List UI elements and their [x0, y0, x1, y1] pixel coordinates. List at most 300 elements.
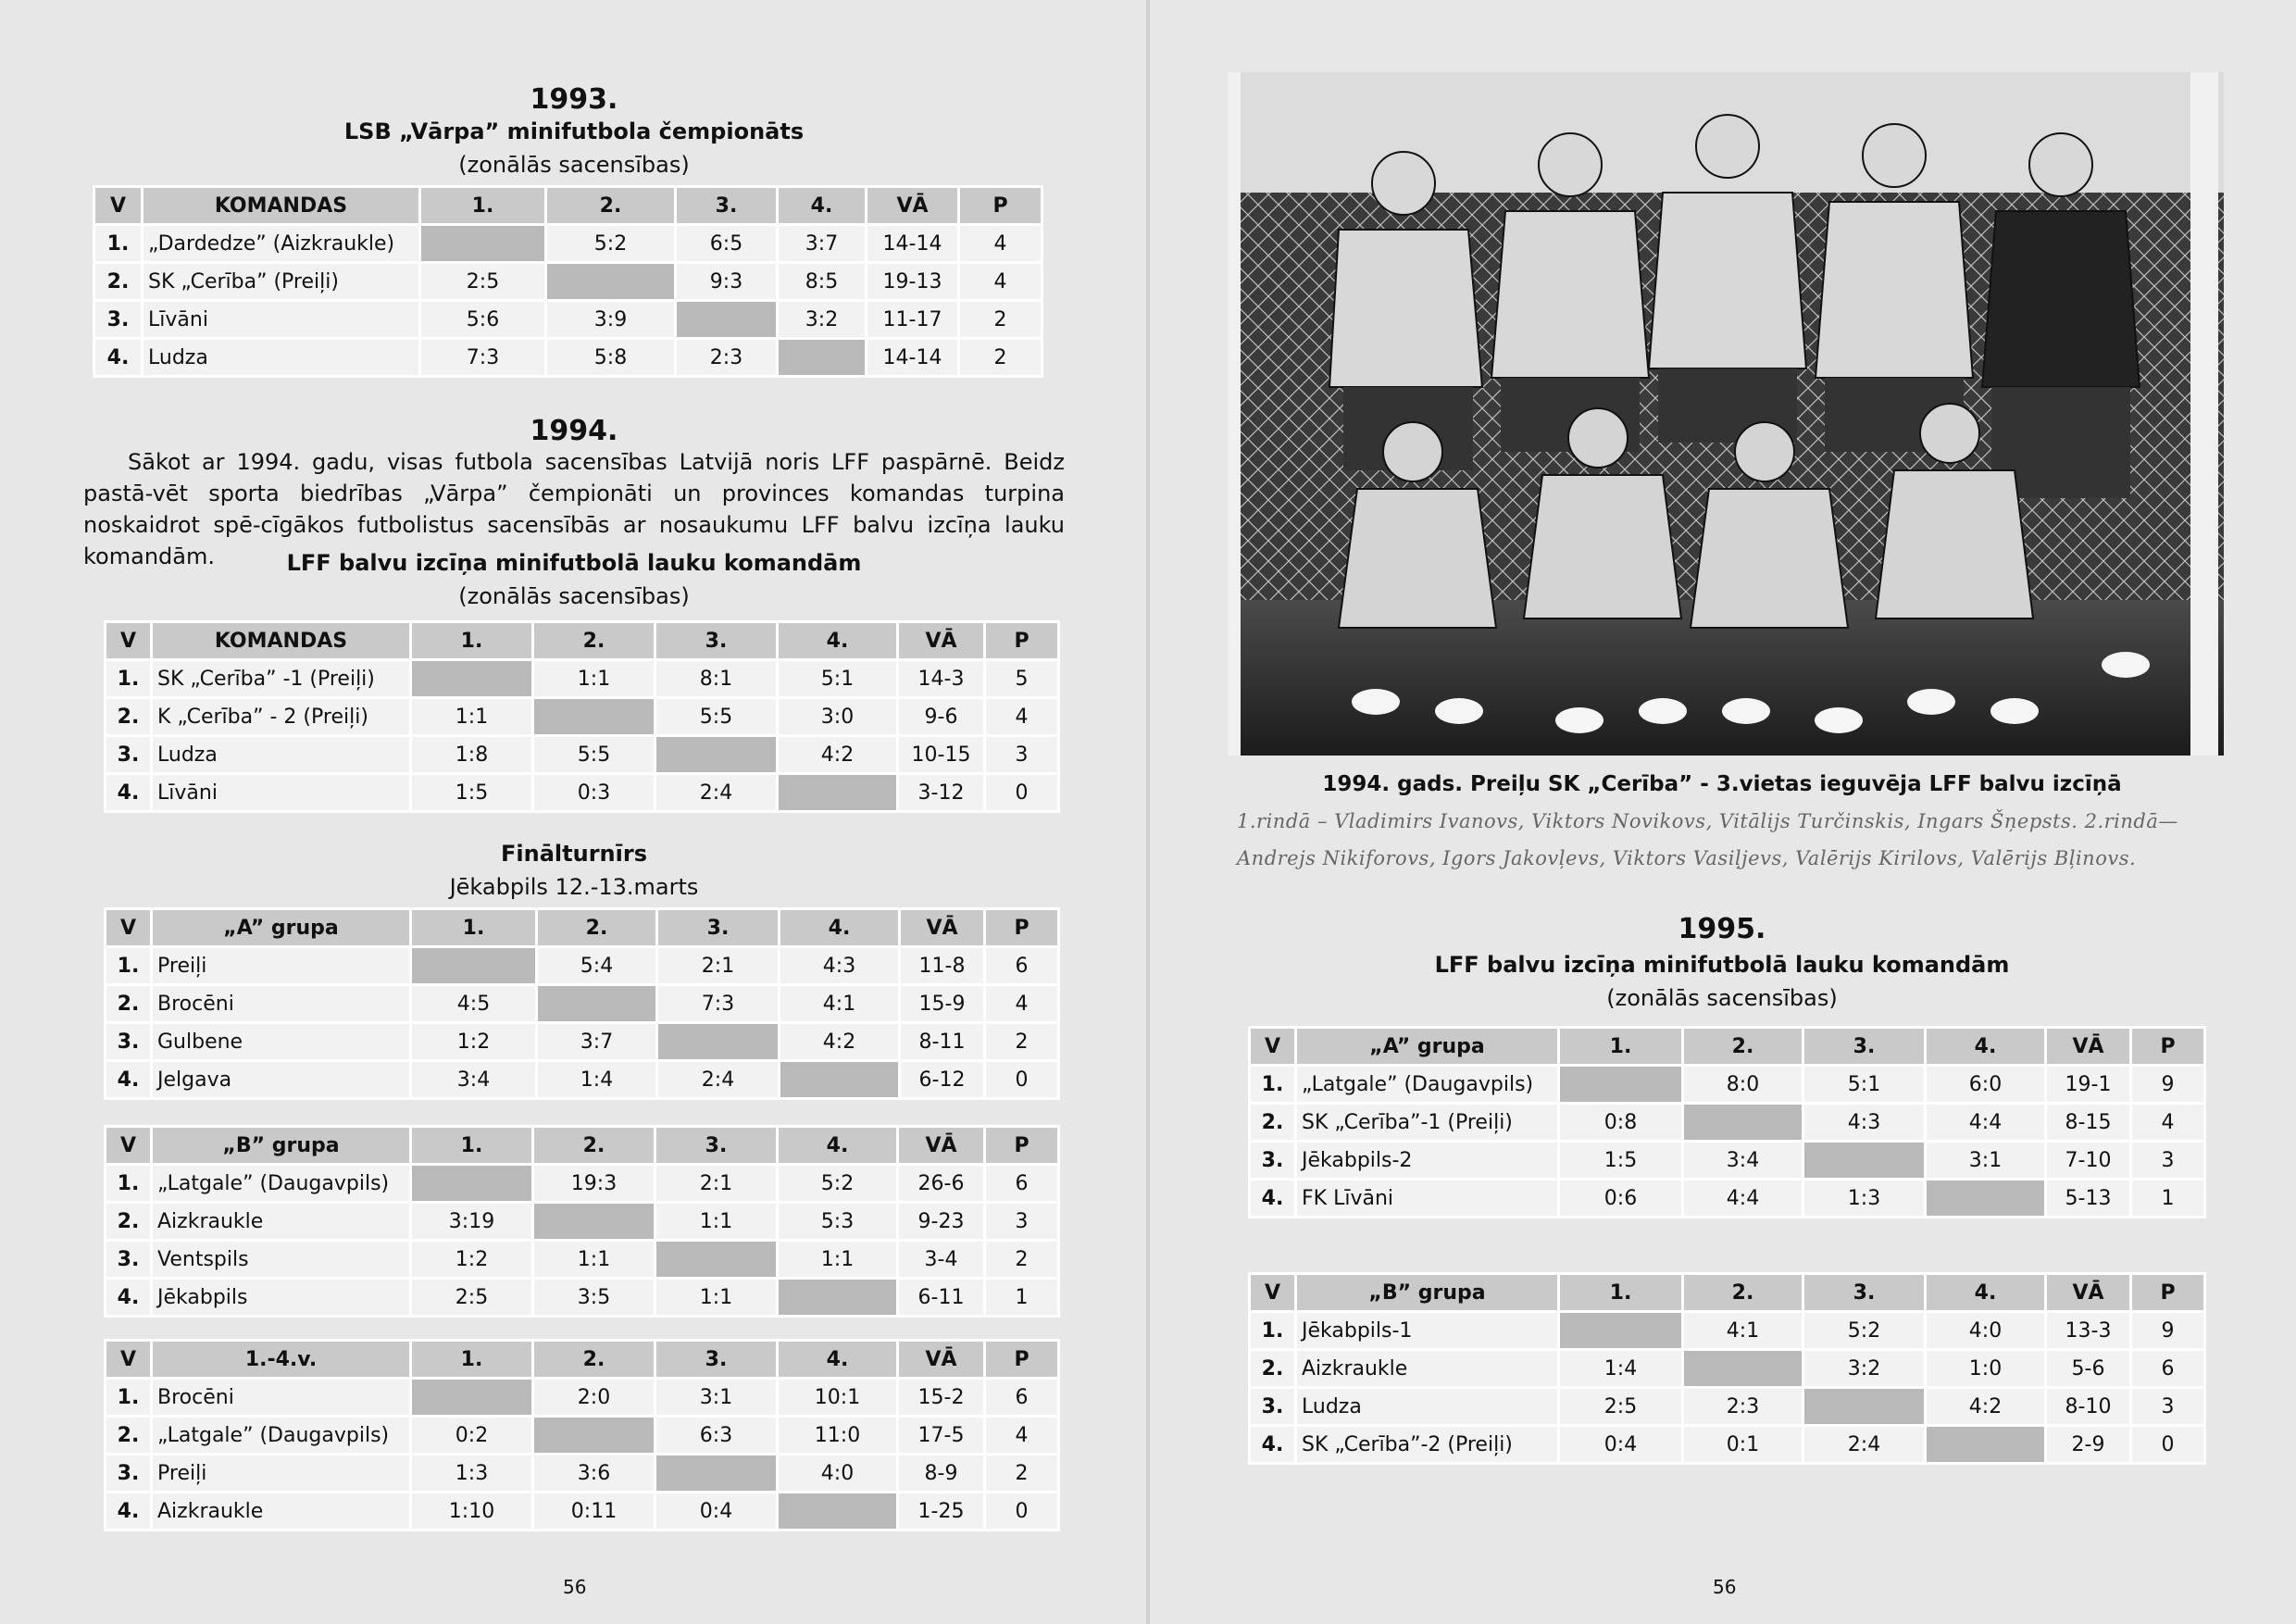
match-score-cell: 8:5 — [778, 263, 867, 301]
match-score-cell: 4:4 — [1683, 1180, 1803, 1218]
match-score-cell — [411, 1165, 533, 1203]
group-a-table-1995 — [1248, 1026, 2206, 1218]
position-cell: 3. — [106, 1023, 152, 1061]
position-cell: 1. — [106, 1379, 152, 1417]
group-b-table-1994 — [104, 1125, 1060, 1318]
match-score-cell — [1926, 1180, 2046, 1218]
goal-difference-cell: 14-3 — [898, 660, 985, 698]
match-score-cell — [1803, 1142, 1926, 1180]
points-cell: 4 — [985, 1417, 1059, 1455]
year-1993-heading: 1993. — [530, 83, 618, 116]
column-header: 3. — [676, 187, 778, 225]
table-row — [1250, 1388, 2205, 1426]
goal-difference-cell: 26-6 — [898, 1165, 985, 1203]
match-score-cell — [411, 1379, 533, 1417]
position-cell: 3. — [94, 301, 143, 339]
match-score-cell: 0:4 — [655, 1493, 778, 1530]
match-score-cell: 4:3 — [780, 947, 900, 985]
subtitle-1994: (zonālās sacensības) — [458, 583, 690, 609]
match-score-cell: 3:1 — [655, 1379, 778, 1417]
points-cell: 2 — [959, 339, 1042, 377]
team-name-cell: Ludza — [1296, 1388, 1559, 1426]
match-score-cell: 4:4 — [1926, 1104, 2046, 1142]
match-score-cell: 1:2 — [411, 1241, 533, 1279]
match-score-cell: 5:3 — [778, 1203, 898, 1241]
table-row — [94, 301, 1042, 339]
table-header-row — [1250, 1274, 2205, 1312]
match-score-cell — [533, 1417, 655, 1455]
match-score-cell — [411, 947, 537, 985]
column-header: 4. — [778, 622, 898, 660]
match-score-cell: 1:1 — [655, 1279, 778, 1317]
column-header: 3. — [655, 1341, 778, 1379]
team-name-cell: Jelgava — [152, 1061, 411, 1099]
team-name-cell: Aizkraukle — [1296, 1350, 1559, 1388]
match-score-cell: 1:5 — [411, 774, 533, 812]
final-tournament-subtitle: Jēkabpils 12.-13.marts — [449, 874, 699, 900]
match-score-cell — [655, 1241, 778, 1279]
match-score-cell: 2:5 — [411, 1279, 533, 1317]
match-score-cell: 1:8 — [411, 736, 533, 774]
group-a-table-1994 — [104, 907, 1060, 1100]
match-score-cell — [537, 985, 657, 1023]
column-header: 1.-4.v. — [152, 1341, 411, 1379]
match-score-cell: 3:2 — [1803, 1350, 1926, 1388]
column-header: V — [94, 187, 143, 225]
match-score-cell: 3:1 — [1926, 1142, 2046, 1180]
position-cell: 3. — [1250, 1142, 1296, 1180]
table-row — [106, 1241, 1059, 1279]
goal-difference-cell: 7-10 — [2046, 1142, 2131, 1180]
match-score-cell: 5:2 — [546, 225, 676, 263]
column-header: VĀ — [2046, 1274, 2131, 1312]
match-score-cell — [778, 774, 898, 812]
table-row — [106, 736, 1059, 774]
match-score-cell — [676, 301, 778, 339]
column-header: 4. — [778, 1341, 898, 1379]
column-header: „A” grupa — [1296, 1028, 1559, 1066]
table-header-row — [106, 1341, 1059, 1379]
match-score-cell: 2:5 — [1559, 1388, 1683, 1426]
column-header: 4. — [778, 1127, 898, 1165]
match-score-cell: 4:2 — [780, 1023, 900, 1061]
goal-difference-cell: 9-6 — [898, 698, 985, 736]
photo-caption-line-2: Andrejs Nikiforovs, Igors Jakovļevs, Viktors Vasiļjevs, Valērijs Kirilovs, Valērijs Bļinovs. — [1237, 847, 2137, 869]
match-score-cell: 5:1 — [1803, 1066, 1926, 1104]
match-score-cell: 3:6 — [533, 1455, 655, 1493]
match-score-cell — [1683, 1350, 1803, 1388]
table-row — [106, 1165, 1059, 1203]
page-gutter — [1146, 0, 1150, 1624]
points-cell: 4 — [985, 985, 1059, 1023]
team-name-cell: Gulbene — [152, 1023, 411, 1061]
subtitle-1995: (zonālās sacensības) — [1606, 985, 1838, 1011]
team-name-cell: „Latgale” (Daugavpils) — [152, 1417, 411, 1455]
points-cell: 2 — [985, 1023, 1059, 1061]
position-cell: 4. — [106, 1061, 152, 1099]
points-cell: 2 — [959, 301, 1042, 339]
column-header: 4. — [780, 909, 900, 947]
position-cell: 2. — [106, 1417, 152, 1455]
match-score-cell: 9:3 — [676, 263, 778, 301]
team-name-cell: „Dardedze” (Aizkraukle) — [143, 225, 420, 263]
match-score-cell — [420, 225, 546, 263]
column-header: 4. — [778, 187, 867, 225]
match-score-cell: 2:4 — [655, 774, 778, 812]
match-score-cell: 8:0 — [1683, 1066, 1803, 1104]
points-cell: 5 — [985, 660, 1059, 698]
team-name-cell: SK „Cerība” -1 (Preiļi) — [152, 660, 411, 698]
position-cell: 2. — [106, 698, 152, 736]
match-score-cell: 2:4 — [1803, 1426, 1926, 1464]
column-header: VĀ — [898, 1341, 985, 1379]
match-score-cell: 0:4 — [1559, 1426, 1683, 1464]
column-header: 2. — [533, 1341, 655, 1379]
team-name-cell: Preiļi — [152, 947, 411, 985]
match-score-cell — [1803, 1388, 1926, 1426]
column-header: KOMANDAS — [143, 187, 420, 225]
position-cell: 2. — [1250, 1350, 1296, 1388]
position-cell: 1. — [1250, 1312, 1296, 1350]
table-row — [1250, 1104, 2205, 1142]
goal-difference-cell: 8-10 — [2046, 1388, 2131, 1426]
points-cell: 1 — [2131, 1180, 2205, 1218]
match-score-cell: 5:5 — [655, 698, 778, 736]
goal-difference-cell: 14-14 — [867, 339, 959, 377]
match-score-cell: 4:3 — [1803, 1104, 1926, 1142]
match-score-cell — [533, 1203, 655, 1241]
column-header: VĀ — [2046, 1028, 2131, 1066]
column-header: V — [1250, 1028, 1296, 1066]
match-score-cell: 3:9 — [546, 301, 676, 339]
table-row — [1250, 1066, 2205, 1104]
photo-caption-title: 1994. gads. Preiļu SK „Cerība” - 3.vietas ieguvēja LFF balvu izcīņā — [1322, 772, 2122, 796]
team-name-cell: SK „Cerība” (Preiļi) — [143, 263, 420, 301]
match-score-cell: 4:0 — [1926, 1312, 2046, 1350]
column-header: 1. — [1559, 1028, 1683, 1066]
points-cell: 2 — [985, 1455, 1059, 1493]
points-cell: 4 — [959, 263, 1042, 301]
team-name-cell: K „Cerība” - 2 (Preiļi) — [152, 698, 411, 736]
table-row — [1250, 1142, 2205, 1180]
table-row — [106, 660, 1059, 698]
team-name-cell: Aizkraukle — [152, 1203, 411, 1241]
goal-difference-cell: 15-9 — [900, 985, 985, 1023]
column-header: 1. — [411, 622, 533, 660]
position-cell: 2. — [94, 263, 143, 301]
points-cell: 4 — [959, 225, 1042, 263]
match-score-cell — [546, 263, 676, 301]
column-header: P — [2131, 1274, 2205, 1312]
match-score-cell: 1:3 — [411, 1455, 533, 1493]
goal-difference-cell: 6-11 — [898, 1279, 985, 1317]
points-cell: 3 — [2131, 1142, 2205, 1180]
column-header: 2. — [533, 622, 655, 660]
column-header: P — [985, 622, 1059, 660]
results-table-1994 — [104, 620, 1060, 813]
match-score-cell: 3:0 — [778, 698, 898, 736]
goal-difference-cell: 2-9 — [2046, 1426, 2131, 1464]
match-score-cell: 1:4 — [537, 1061, 657, 1099]
match-score-cell: 3:7 — [537, 1023, 657, 1061]
table-row — [94, 263, 1042, 301]
position-cell: 3. — [106, 1241, 152, 1279]
column-header: 1. — [420, 187, 546, 225]
team-name-cell: Ludza — [143, 339, 420, 377]
position-cell: 4. — [106, 774, 152, 812]
points-cell: 6 — [2131, 1350, 2205, 1388]
group-b-table-1995 — [1248, 1272, 2206, 1465]
table-row — [106, 1379, 1059, 1417]
match-score-cell: 4:2 — [778, 736, 898, 774]
column-header: VĀ — [898, 1127, 985, 1165]
position-cell: 4. — [1250, 1180, 1296, 1218]
goal-difference-cell: 1-25 — [898, 1493, 985, 1530]
points-cell: 1 — [985, 1279, 1059, 1317]
table-row — [106, 1455, 1059, 1493]
match-score-cell — [1559, 1066, 1683, 1104]
column-header: V — [106, 909, 152, 947]
match-score-cell: 0:1 — [1683, 1426, 1803, 1464]
match-score-cell: 2:3 — [1683, 1388, 1803, 1426]
final-placings-table-1994 — [104, 1339, 1060, 1531]
position-cell: 4. — [1250, 1426, 1296, 1464]
match-score-cell: 5:5 — [533, 736, 655, 774]
team-name-cell: SK „Cerība”-2 (Preiļi) — [1296, 1426, 1559, 1464]
column-header: V — [106, 622, 152, 660]
team-name-cell: Līvāni — [152, 774, 411, 812]
match-score-cell: 1:1 — [533, 660, 655, 698]
match-score-cell: 6:5 — [676, 225, 778, 263]
goal-difference-cell: 8-15 — [2046, 1104, 2131, 1142]
table-row — [94, 339, 1042, 377]
goal-difference-cell: 10-15 — [898, 736, 985, 774]
match-score-cell — [1926, 1426, 2046, 1464]
column-header: V — [1250, 1274, 1296, 1312]
match-score-cell: 8:1 — [655, 660, 778, 698]
table-row — [106, 1061, 1059, 1099]
position-cell: 1. — [94, 225, 143, 263]
column-header: VĀ — [898, 622, 985, 660]
position-cell: 3. — [106, 1455, 152, 1493]
goal-difference-cell: 9-23 — [898, 1203, 985, 1241]
match-score-cell: 0:6 — [1559, 1180, 1683, 1218]
table-row — [1250, 1180, 2205, 1218]
column-header: 3. — [1803, 1028, 1926, 1066]
position-cell: 2. — [1250, 1104, 1296, 1142]
match-score-cell: 3:4 — [411, 1061, 537, 1099]
match-score-cell: 2:5 — [420, 263, 546, 301]
match-score-cell: 2:3 — [676, 339, 778, 377]
match-score-cell: 5:8 — [546, 339, 676, 377]
column-header: 1. — [411, 909, 537, 947]
position-cell: 3. — [1250, 1388, 1296, 1426]
intro-paragraph-text: Sākot ar 1994. gadu, visas futbola sacensības Latvijā noris LFF paspārnē. Beidz pastā-vēt sporta biedrības „Vārpa” čempionāti un provinces komandas turpina noskaidrot spē-cīgākos futbolistus sacensībās ar nosaukumu LFF balvu izcīņa lauku komandām. — [83, 449, 1065, 569]
column-header: 4. — [1926, 1274, 2046, 1312]
column-header: 3. — [655, 622, 778, 660]
points-cell: 0 — [985, 1061, 1059, 1099]
title-1994: LFF balvu izcīņa minifutbolā lauku komandām — [286, 550, 862, 576]
points-cell: 0 — [985, 1493, 1059, 1530]
team-name-cell: Jēkabpils-1 — [1296, 1312, 1559, 1350]
column-header: 1. — [1559, 1274, 1683, 1312]
match-score-cell — [533, 698, 655, 736]
goal-difference-cell: 3-4 — [898, 1241, 985, 1279]
match-score-cell: 19:3 — [533, 1165, 655, 1203]
column-header: 1. — [411, 1127, 533, 1165]
match-score-cell: 6:3 — [655, 1417, 778, 1455]
table-row — [106, 1203, 1059, 1241]
goal-difference-cell: 6-12 — [900, 1061, 985, 1099]
match-score-cell: 3:7 — [778, 225, 867, 263]
column-header: KOMANDAS — [152, 622, 411, 660]
column-header: P — [985, 1341, 1059, 1379]
column-header: V — [106, 1127, 152, 1165]
page-number-left: 56 — [563, 1576, 587, 1598]
team-name-cell: Līvāni — [143, 301, 420, 339]
team-name-cell: „Latgale” (Daugavpils) — [152, 1165, 411, 1203]
match-score-cell: 5:1 — [778, 660, 898, 698]
points-cell: 6 — [985, 1165, 1059, 1203]
page-number-right: 56 — [1713, 1576, 1737, 1598]
match-score-cell: 2:0 — [533, 1379, 655, 1417]
points-cell: 9 — [2131, 1312, 2205, 1350]
goal-difference-cell: 5-6 — [2046, 1350, 2131, 1388]
match-score-cell — [655, 1455, 778, 1493]
photo-caption-line-1: 1.rindā – Vladimirs Ivanovs, Viktors Novikovs, Vitālijs Turčinskis, Ingars Šņepsts. 2.rindā— — [1237, 810, 2178, 832]
team-name-cell: Ventspils — [152, 1241, 411, 1279]
column-header: 3. — [655, 1127, 778, 1165]
table-header-row — [106, 622, 1059, 660]
points-cell: 3 — [985, 1203, 1059, 1241]
match-score-cell: 1:1 — [411, 698, 533, 736]
match-score-cell — [778, 339, 867, 377]
column-header: P — [985, 1127, 1059, 1165]
position-cell: 1. — [1250, 1066, 1296, 1104]
goal-difference-cell: 13-3 — [2046, 1312, 2131, 1350]
match-score-cell: 1:2 — [411, 1023, 537, 1061]
match-score-cell: 3:4 — [1683, 1142, 1803, 1180]
team-name-cell: Jēkabpils — [152, 1279, 411, 1317]
table-row — [106, 1023, 1059, 1061]
team-name-cell: FK Līvāni — [1296, 1180, 1559, 1218]
match-score-cell: 0:2 — [411, 1417, 533, 1455]
match-score-cell: 4:1 — [780, 985, 900, 1023]
goal-difference-cell: 14-14 — [867, 225, 959, 263]
position-cell: 1. — [106, 1165, 152, 1203]
match-score-cell — [780, 1061, 900, 1099]
match-score-cell: 1:1 — [533, 1241, 655, 1279]
table-row — [1250, 1350, 2205, 1388]
match-score-cell: 1:10 — [411, 1493, 533, 1530]
goal-difference-cell: 15-2 — [898, 1379, 985, 1417]
match-score-cell — [657, 1023, 780, 1061]
column-header: 2. — [546, 187, 676, 225]
match-score-cell: 0:11 — [533, 1493, 655, 1530]
points-cell: 3 — [2131, 1388, 2205, 1426]
column-header: 3. — [1803, 1274, 1926, 1312]
match-score-cell: 2:4 — [657, 1061, 780, 1099]
position-cell: 3. — [106, 736, 152, 774]
match-score-cell: 2:1 — [657, 947, 780, 985]
match-score-cell: 4:2 — [1926, 1388, 2046, 1426]
position-cell: 4. — [94, 339, 143, 377]
position-cell: 2. — [106, 985, 152, 1023]
table-row — [106, 1279, 1059, 1317]
team-name-cell: Brocēni — [152, 985, 411, 1023]
column-header: „B” grupa — [1296, 1274, 1559, 1312]
team-name-cell: Brocēni — [152, 1379, 411, 1417]
title-1995: LFF balvu izcīņa minifutbolā lauku komandām — [1434, 952, 2010, 978]
match-score-cell: 1:1 — [778, 1241, 898, 1279]
match-score-cell — [778, 1279, 898, 1317]
table-row — [106, 774, 1059, 812]
column-header: VĀ — [900, 909, 985, 947]
team-name-cell: Ludza — [152, 736, 411, 774]
team-name-cell: Preiļi — [152, 1455, 411, 1493]
column-header: P — [959, 187, 1042, 225]
points-cell: 0 — [985, 774, 1059, 812]
column-header: P — [985, 909, 1059, 947]
match-score-cell: 1:1 — [655, 1203, 778, 1241]
table-row — [106, 1417, 1059, 1455]
match-score-cell: 7:3 — [657, 985, 780, 1023]
match-score-cell: 1:4 — [1559, 1350, 1683, 1388]
match-score-cell: 7:3 — [420, 339, 546, 377]
position-cell: 4. — [106, 1279, 152, 1317]
goal-difference-cell: 19-13 — [867, 263, 959, 301]
table-row — [1250, 1426, 2205, 1464]
column-header: 1. — [411, 1341, 533, 1379]
position-cell: 4. — [106, 1493, 152, 1530]
match-score-cell: 11:0 — [778, 1417, 898, 1455]
goal-difference-cell: 19-1 — [2046, 1066, 2131, 1104]
table-header-row — [94, 187, 1042, 225]
match-score-cell: 0:3 — [533, 774, 655, 812]
position-cell: 2. — [106, 1203, 152, 1241]
column-header: 4. — [1926, 1028, 2046, 1066]
match-score-cell: 3:2 — [778, 301, 867, 339]
points-cell: 0 — [2131, 1426, 2205, 1464]
goal-difference-cell: 3-12 — [898, 774, 985, 812]
table-row — [106, 1493, 1059, 1530]
points-cell: 2 — [985, 1241, 1059, 1279]
team-name-cell: SK „Cerība”-1 (Preiļi) — [1296, 1104, 1559, 1142]
match-score-cell: 4:1 — [1683, 1312, 1803, 1350]
match-score-cell: 1:5 — [1559, 1142, 1683, 1180]
match-score-cell: 5:6 — [420, 301, 546, 339]
points-cell: 6 — [985, 947, 1059, 985]
table-row — [106, 698, 1059, 736]
team-name-cell: Aizkraukle — [152, 1493, 411, 1530]
match-score-cell: 1:0 — [1926, 1350, 2046, 1388]
table-row — [106, 947, 1059, 985]
match-score-cell: 3:5 — [533, 1279, 655, 1317]
column-header: 2. — [533, 1127, 655, 1165]
match-score-cell — [411, 660, 533, 698]
table-header-row — [106, 1127, 1059, 1165]
match-score-cell: 0:8 — [1559, 1104, 1683, 1142]
match-score-cell: 5:2 — [778, 1165, 898, 1203]
table-row — [1250, 1312, 2205, 1350]
column-header: 3. — [657, 909, 780, 947]
match-score-cell — [1683, 1104, 1803, 1142]
table-header-row — [106, 909, 1059, 947]
match-score-cell: 10:1 — [778, 1379, 898, 1417]
position-cell: 1. — [106, 947, 152, 985]
column-header: „B” grupa — [152, 1127, 411, 1165]
position-cell: 1. — [106, 660, 152, 698]
